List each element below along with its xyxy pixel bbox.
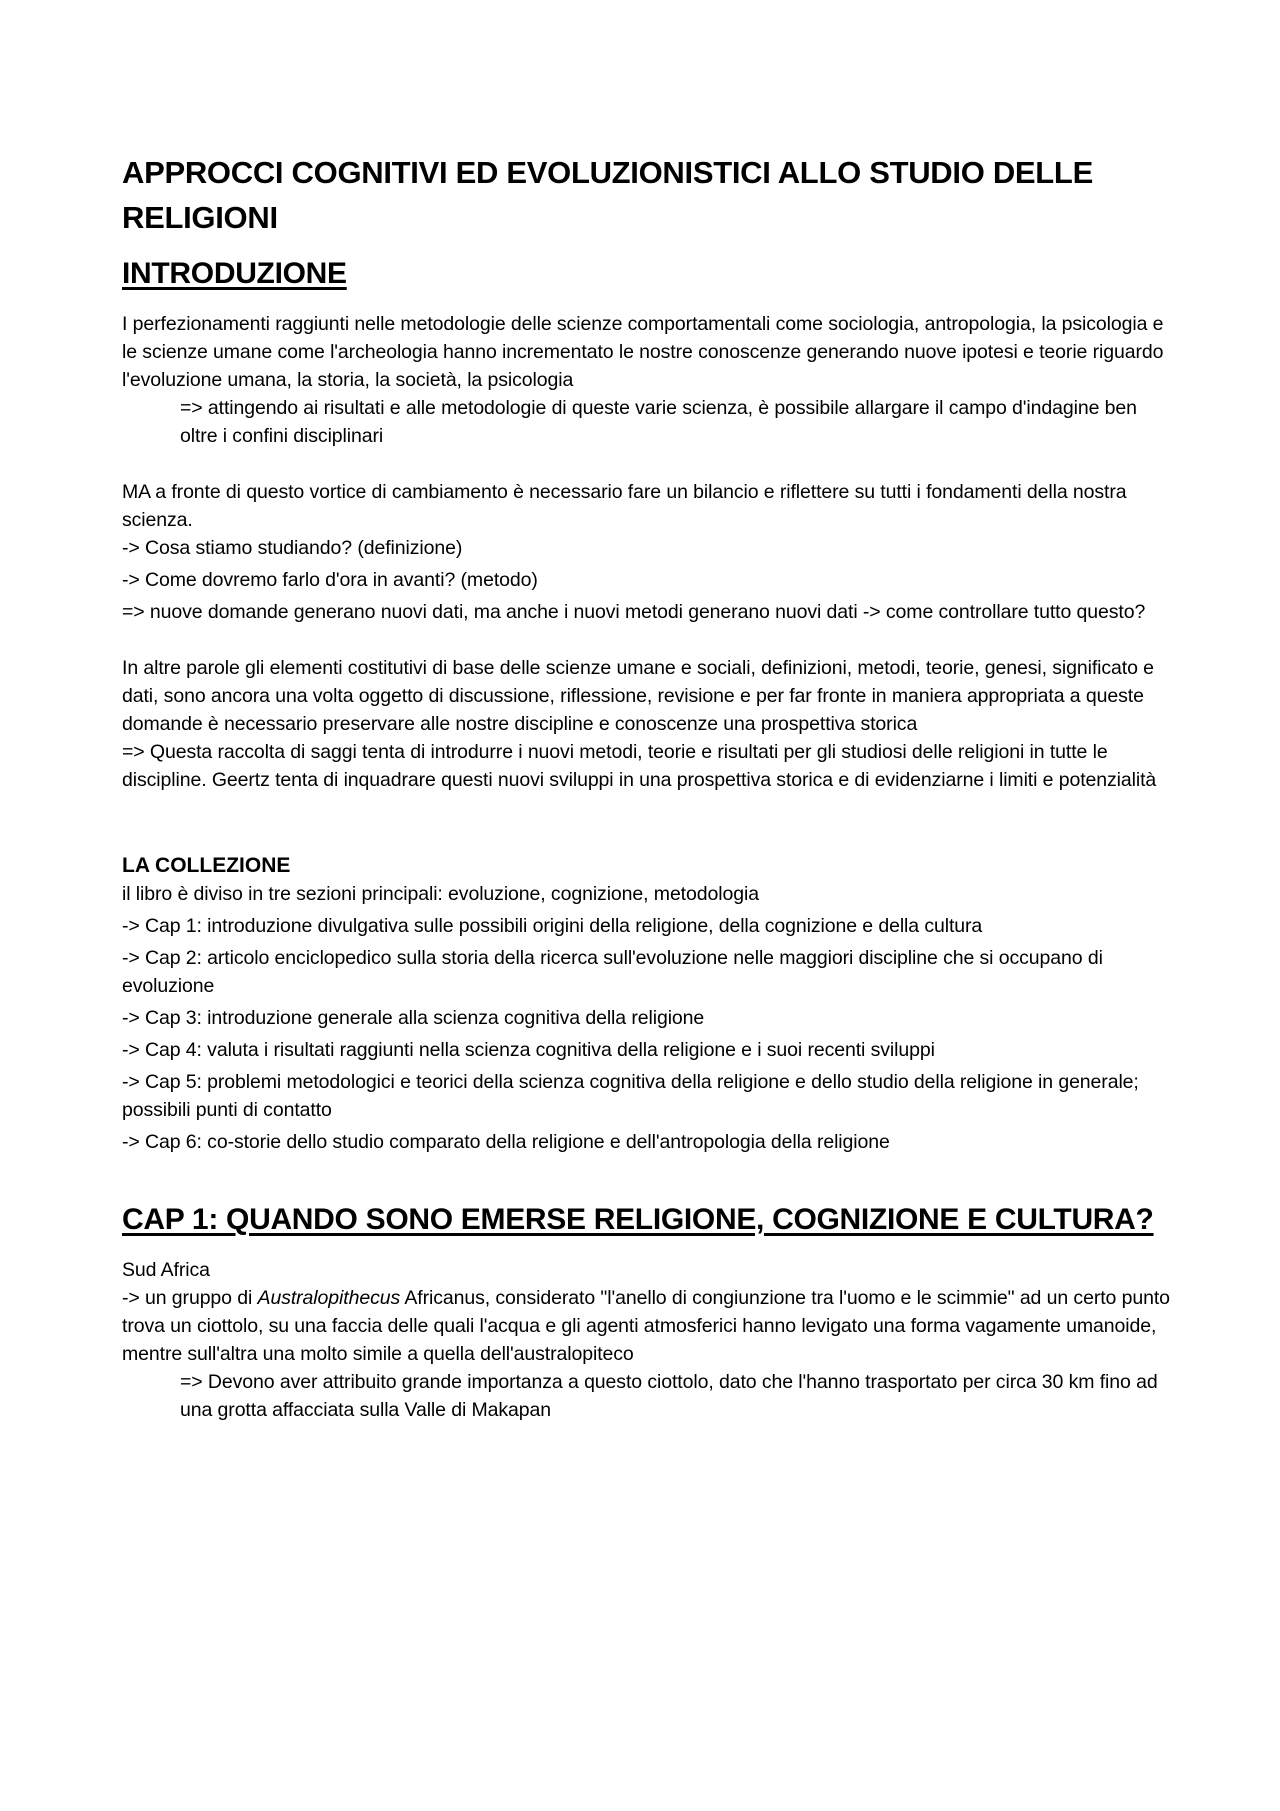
intro-paragraph-1: I perfezionamenti raggiunti nelle metodologie delle scienze comportamentali come sociologia, antropologia, la psicologia e le scienze umane come l'archeologia hanno incrementato le nostre conoscenze generando nuove ipotesi e teorie riguardo l'evoluzione umana, la storia, la società, la psicologia bbox=[122, 313, 1164, 391]
spacer bbox=[122, 626, 1170, 654]
spacer bbox=[122, 450, 1170, 478]
intro-paragraph-2: MA a fronte di questo vortice di cambiamento è necessario fare un bilancio e riflettere su tutti i fondamenti della nostra scienza. bbox=[122, 481, 1127, 531]
cap1-paragraph-italic: Australopithecus bbox=[257, 1287, 401, 1309]
cap1-paragraph-rest: Africanus, considerato "l'anello di congiunzione tra l'uomo e le scimmie" ad un certo punto trova un ciottolo, su una faccia delle quali l'acqua e gli agenti atmosferici hanno levigato una forma vagamente umanoide, mentre sull'altra una molto simile a quella dell'australopiteco bbox=[122, 1287, 1170, 1365]
document-page bbox=[122, 150, 1170, 1424]
intro-question-2: -> Come dovremo farlo d'ora in avanti? (metodo) bbox=[122, 569, 538, 591]
document-title: APPROCCI COGNITIVI ED EVOLUZIONISTICI ALLO STUDIO DELLE RELIGIONI bbox=[122, 155, 1093, 235]
collezione-item: -> Cap 3: introduzione generale alla scienza cognitiva della religione bbox=[122, 1007, 705, 1029]
collezione-item: -> Cap 2: articolo enciclopedico sulla storia della ricerca sull'evoluzione nelle maggiori discipline che si occupano di evoluzione bbox=[122, 947, 1103, 997]
collezione-item: -> Cap 4: valuta i risultati raggiunti nella scienza cognitiva della religione e i suoi recenti sviluppi bbox=[122, 1039, 935, 1061]
collezione-item: -> Cap 1: introduzione divulgativa sulle possibili origini della religione, della cognizione e della cultura bbox=[122, 915, 983, 937]
section-heading-cap1: CAP 1: QUANDO SONO EMERSE RELIGIONE, COGNIZIONE E CULTURA? bbox=[122, 1203, 1154, 1236]
cap1-paragraph-indent: => Devono aver attribuito grande importanza a questo ciottolo, dato che l'hanno trasportato per circa 30 km fino ad una grotta affacciata sulla Valle di Makapan bbox=[180, 1371, 1158, 1421]
cap1-paragraph bbox=[122, 1284, 1170, 1368]
collezione-item: -> Cap 5: problemi metodologici e teorici della scienza cognitiva della religione e dello studio della religione in generale; possibili punti di contatto bbox=[122, 1071, 1139, 1121]
section-heading-collezione: LA COLLEZIONE bbox=[122, 854, 291, 877]
collezione-intro: il libro è diviso in tre sezioni principali: evoluzione, cognizione, metodologia bbox=[122, 883, 759, 905]
section-heading-introduzione: INTRODUZIONE bbox=[122, 257, 347, 290]
spacer bbox=[122, 1160, 1170, 1200]
cap1-place: Sud Africa bbox=[122, 1259, 210, 1281]
cap1-paragraph-prefix: -> un gruppo di bbox=[122, 1287, 258, 1309]
intro-paragraph-3: In altre parole gli elementi costitutivi di base delle scienze umane e sociali, definizioni, metodi, teorie, genesi, significato e dati, sono ancora una volta oggetto di discussione, riflessione, revisione e per far fronte in maniera appropriata a queste domande è necessario preservare alle nostre discipline e conoscenze una prospettiva storica bbox=[122, 657, 1154, 735]
spacer bbox=[122, 794, 1170, 852]
intro-paragraph-1-indent: => attingendo ai risultati e alle metodologie di queste varie scienza, è possibile allargare il campo d'indagine ben oltre i confini disciplinari bbox=[180, 397, 1137, 447]
intro-question-1: -> Cosa stiamo studiando? (definizione) bbox=[122, 537, 463, 559]
intro-question-3: => nuove domande generano nuovi dati, ma anche i nuovi metodi generano nuovi dati -> come controllare tutto questo? bbox=[122, 601, 1146, 623]
collezione-item: -> Cap 6: co-storie dello studio comparato della religione e dell'antropologia della religione bbox=[122, 1131, 890, 1153]
intro-paragraph-4: => Questa raccolta di saggi tenta di introdurre i nuovi metodi, teorie e risultati per gli studiosi delle religioni in tutte le discipline. Geertz tenta di inquadrare questi nuovi sviluppi in una prospettiva storica e di evidenziarne i limiti e potenzialità bbox=[122, 741, 1157, 791]
